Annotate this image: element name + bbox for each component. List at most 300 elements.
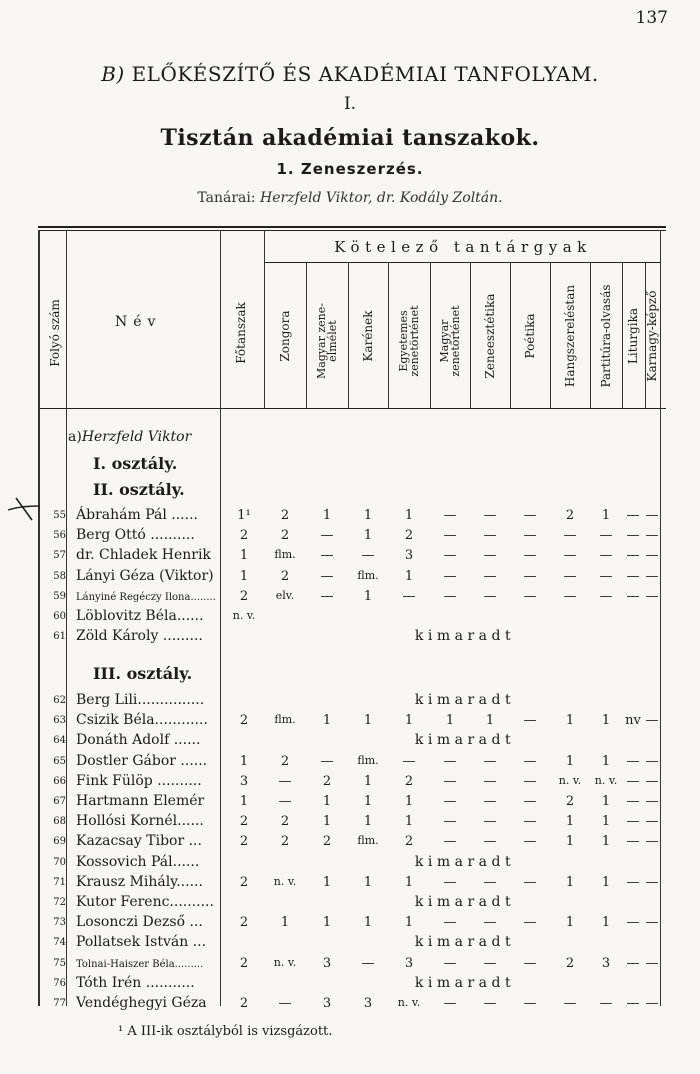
subject-grade: 1: [363, 814, 373, 830]
subject-grade: —: [483, 508, 497, 523]
subject-grade: —: [443, 508, 457, 523]
subject-grade: 1: [565, 834, 575, 850]
main-subject-grade: 3: [239, 773, 249, 789]
row-number: 67: [53, 796, 66, 807]
subject-grade: —: [645, 753, 659, 769]
column-line: [430, 262, 431, 408]
row-number: 59: [53, 590, 66, 602]
subject-grade: —: [523, 874, 537, 890]
group-teacher-name: Herzfeld Viktor: [81, 429, 192, 445]
subject-grade: 1: [601, 915, 611, 931]
student-name: Löblovitz Béla......: [76, 608, 204, 624]
subject-header: [398, 276, 420, 406]
student-name: Csizik Béla............: [76, 712, 208, 729]
subject-grade: —: [523, 528, 537, 544]
subject-grade: —: [626, 568, 640, 584]
student-name: Hartmann Elemér: [76, 793, 205, 809]
student-name: Lányiné Regéczy Ilona........: [76, 591, 216, 603]
subject-grade: —: [523, 996, 537, 1011]
subject-grade: —: [523, 508, 537, 523]
subject-grade: —: [523, 915, 537, 931]
subject-grade: —: [645, 834, 659, 850]
subject-grade: elv.: [275, 588, 295, 602]
subject-grade: —: [645, 548, 659, 564]
subject-grade: —: [443, 955, 457, 971]
subject-grade: 2: [404, 834, 414, 850]
subject-grade: —: [443, 588, 457, 604]
teachers-names: Herzfeld Viktor, dr. Kodály Zoltán.: [260, 190, 503, 206]
subject-grade: —: [626, 548, 640, 564]
subject-grade: —: [483, 568, 497, 584]
subject-grade: —: [443, 548, 457, 564]
row-number: 68: [53, 816, 66, 828]
subject-grade: —: [483, 874, 497, 890]
subject-grade: —: [443, 568, 457, 584]
subject-header: [646, 271, 658, 401]
subject-header: [627, 271, 639, 401]
subject-header-line: elmélet: [326, 320, 339, 362]
row-number: 56: [53, 530, 66, 542]
main-subject-grade: 2: [239, 834, 249, 850]
table-row: [0, 811, 700, 831]
section-title-text: ELŐKÉSZÍTŐ ÉS AKADÉMIAI TANFOLYAM.: [131, 62, 599, 86]
subject-grade: —: [443, 834, 457, 850]
subject-grade: —: [626, 814, 640, 830]
subject-grade: —: [483, 528, 497, 544]
subject-grade: 2: [404, 773, 414, 789]
subject-grade: 1: [601, 794, 611, 809]
subject-grade: —: [320, 588, 334, 604]
main-subject-grade: 1¹: [237, 508, 251, 523]
subject-header-line: Hangszereléstan: [563, 284, 577, 388]
main-subject-grade: 1: [239, 568, 249, 584]
subject-grade: 2: [565, 508, 575, 523]
subject-grade: —: [645, 874, 659, 890]
subject-grade: —: [645, 814, 659, 830]
subject-grade: —: [599, 996, 613, 1011]
column-line: [590, 262, 591, 408]
subject-header-line: zenetörténet: [449, 305, 462, 377]
subject-grade: —: [278, 773, 292, 789]
subject-grade: 3: [322, 996, 332, 1011]
page-number: 137: [635, 8, 668, 28]
subject-grade: —: [483, 996, 497, 1011]
row-number: 60: [53, 611, 66, 622]
row-number: 63: [53, 715, 66, 727]
table-row: [0, 626, 700, 646]
subject-header-line: zenetörténet: [408, 305, 421, 377]
student-name: Ábrahám Pál ......: [76, 507, 198, 523]
subject-grade: n. v.: [558, 773, 582, 787]
dropped-out-note: kimaradt: [414, 853, 516, 870]
subject-grade: 3: [404, 548, 414, 564]
student-name: Zöld Károly .........: [76, 628, 203, 645]
subject-grade: —: [626, 508, 640, 523]
subject-grade: 1: [363, 528, 373, 544]
subject-grade: —: [443, 794, 457, 809]
subject-grade: 1: [404, 814, 414, 830]
subject-grade: —: [626, 528, 640, 544]
subject-grade: 1: [363, 915, 373, 931]
subject-grade: —: [523, 713, 537, 729]
subject-grade: —: [278, 794, 292, 809]
subject-grade: —: [443, 773, 457, 789]
subject-grade: flm.: [274, 713, 296, 727]
table-top-rule-thin: [38, 230, 666, 231]
student-name: Berg Lili...............: [76, 692, 205, 708]
table-row: [0, 606, 700, 626]
mandatory-header-rule: [264, 262, 660, 263]
subject-header-line: Zongora: [278, 310, 292, 362]
subject-grade: —: [645, 713, 659, 729]
subject-grade: 1: [601, 814, 611, 830]
col-serial-header: Folyó szám: [48, 299, 62, 367]
subject-grade: 1: [363, 508, 373, 523]
subject-grade: —: [645, 528, 659, 544]
subject-grade: flm.: [357, 834, 379, 848]
subject-grade: —: [483, 915, 497, 931]
col-main-subject-header: Főtanszak: [234, 302, 248, 364]
row-number: 77: [53, 998, 66, 1009]
table-row: [0, 545, 700, 565]
subject-grade: flm.: [274, 548, 296, 562]
table-row: [0, 566, 700, 586]
subject-grade: —: [443, 915, 457, 931]
subject-header-line: Liturgika: [626, 307, 640, 365]
subject-grade: —: [626, 588, 640, 604]
subject-grade: flm.: [357, 753, 379, 767]
teachers-line: [0, 190, 700, 206]
subject-grade: 1: [565, 814, 575, 830]
subject-grade: —: [483, 588, 497, 604]
dropped-out-note: kimaradt: [414, 974, 516, 991]
student-name: Dostler Gábor ......: [76, 752, 208, 769]
subject-grade: —: [523, 588, 537, 604]
student-name: Kazacsay Tibor ...: [76, 833, 202, 850]
student-name: Kutor Ferenc..........: [76, 894, 214, 910]
subject-grade: 1: [363, 794, 373, 809]
row-number: 69: [53, 836, 66, 848]
student-name: Kossovich Pál......: [76, 853, 200, 870]
subject-grade: —: [523, 753, 537, 769]
subject-grade: 1: [601, 753, 611, 769]
subject-grade: —: [402, 753, 416, 769]
subject-grade: —: [320, 548, 334, 564]
subject-grade: —: [523, 548, 537, 564]
student-name: Losonczi Dezső ...: [76, 914, 203, 931]
main-subject-grade: 2: [239, 955, 249, 971]
subject-grade: —: [563, 548, 577, 564]
subject-grade: —: [645, 955, 659, 971]
subject-grade: 1: [565, 753, 575, 769]
subject-grade: 1: [404, 874, 414, 890]
subject-grade: —: [361, 548, 375, 564]
subject-grade: —: [626, 773, 640, 789]
main-subject-grade: 2: [239, 713, 249, 729]
subject-grade: 1: [322, 915, 332, 931]
subject-grade: 2: [322, 773, 332, 789]
row-number: 72: [53, 897, 66, 908]
dropped-out-note: kimaradt: [414, 894, 516, 910]
student-name: Pollatsek István ...: [76, 934, 207, 951]
subject-grade: —: [523, 794, 537, 809]
table-row: [0, 831, 700, 851]
class-3-label: III. osztály.: [93, 664, 193, 683]
table-row: [0, 872, 700, 892]
subject-grade: —: [645, 588, 659, 604]
subject-grade: —: [443, 814, 457, 830]
row-number: 70: [53, 856, 66, 868]
subject-grade: 1: [280, 915, 290, 931]
table-row: [0, 912, 700, 932]
section-numeral: I.: [343, 94, 357, 114]
student-name: Tolnai-Haiszer Béla.........: [76, 958, 204, 970]
table-header-bottom-rule: [38, 408, 666, 409]
subject-grade: —: [443, 753, 457, 769]
subject-grade: n. v.: [594, 773, 618, 787]
table-row: [0, 953, 700, 973]
subject-grade: 1: [322, 508, 332, 523]
row-number: 65: [53, 755, 66, 767]
subject-grade: n. v.: [397, 996, 421, 1009]
subject-header-line: Egyetemes: [397, 310, 410, 372]
subject-grade: —: [523, 834, 537, 850]
subject-grade: —: [626, 915, 640, 931]
table-row: [0, 586, 700, 606]
class-1-label: I. osztály.: [93, 454, 178, 473]
table-row: [0, 852, 700, 872]
subject-header-line: Karének: [361, 310, 375, 362]
subject-grade: 2: [280, 528, 290, 544]
column-line: [470, 262, 471, 408]
section-letter: B): [101, 62, 125, 86]
subject-grade: —: [320, 568, 334, 584]
subject-grade: 2: [404, 528, 414, 544]
table-row: [0, 932, 700, 952]
subject-grade: —: [645, 568, 659, 584]
row-number: 76: [53, 977, 66, 989]
main-subject-grade: n. v.: [232, 609, 256, 622]
row-number: 55: [53, 510, 66, 521]
mandatory-subjects-header: Kötelező tantárgyak: [334, 238, 592, 256]
subject-grade: 1: [404, 713, 414, 729]
subject-grade: —: [278, 996, 292, 1011]
subject-grade: —: [645, 996, 659, 1011]
main-subject-grade: 2: [239, 528, 249, 544]
subject-grade: —: [443, 528, 457, 544]
subject-grade: —: [483, 753, 497, 769]
main-subject-grade: 2: [239, 588, 249, 604]
row-number: 73: [53, 917, 66, 929]
footnote: ¹ A III-ik osztályból is vizsgázott.: [118, 1024, 333, 1039]
subject-grade: —: [483, 834, 497, 850]
table-row: [0, 973, 700, 993]
teachers-label: Tanárai:: [197, 190, 256, 206]
subject-grade: —: [626, 996, 640, 1011]
table-row: [0, 690, 700, 710]
subject-grade: —: [320, 528, 334, 544]
subject-grade: —: [483, 548, 497, 564]
column-line: [550, 262, 551, 408]
column-line: [348, 262, 349, 408]
table-row: [0, 791, 700, 811]
column-line: [264, 230, 265, 408]
subject-grade: 3: [601, 955, 611, 971]
subject-header-line: Partitúra-olvasás: [599, 284, 613, 388]
subject-grade: 1: [565, 915, 575, 931]
main-heading: Tisztán akadémiai tanszakok.: [160, 125, 540, 151]
row-number: 71: [53, 876, 66, 888]
dropped-out-note: kimaradt: [414, 692, 516, 708]
subject-grade: —: [645, 794, 659, 809]
subject-header: [316, 276, 338, 406]
subject-grade: 1: [363, 874, 373, 890]
subject-grade: 1: [485, 713, 495, 729]
student-name: Vendéghegyi Géza: [76, 995, 207, 1011]
main-subject-grade: 2: [239, 874, 249, 890]
subject-grade: 1: [322, 713, 332, 729]
subject-grade: —: [483, 794, 497, 809]
row-number: 66: [53, 775, 66, 787]
subject-header-line: Poétika: [523, 313, 537, 359]
table-row: [0, 892, 700, 912]
subject-grade: —: [563, 528, 577, 544]
main-subject-grade: 1: [239, 548, 249, 564]
subject-grade: —: [626, 794, 640, 809]
subject-header: [484, 271, 496, 401]
subject-header-line: Magyar: [438, 319, 451, 363]
subject-grade: —: [483, 773, 497, 789]
subject-grade: —: [523, 568, 537, 584]
subject-grade: 2: [280, 834, 290, 850]
subject-grade: 2: [280, 753, 290, 769]
subject-grade: 1: [363, 713, 373, 729]
table-row: [0, 771, 700, 791]
subject-grade: —: [402, 588, 416, 604]
subject-grade: 1: [322, 814, 332, 830]
student-name: Berg Ottó ..........: [76, 527, 195, 544]
subject-grade: —: [599, 528, 613, 544]
subject-header: [362, 271, 374, 401]
subject-grade: 2: [322, 834, 332, 850]
table-top-rule: [38, 226, 666, 228]
subject-grade: —: [361, 955, 375, 971]
subject-header: [564, 271, 576, 401]
subject-grade: 1: [322, 794, 332, 809]
subject-grade: —: [626, 834, 640, 850]
main-subject-grade: 2: [239, 915, 249, 931]
subject-grade: —: [563, 588, 577, 604]
subject-grade: —: [443, 996, 457, 1011]
subject-header-line: Karnagy-képző: [645, 290, 659, 382]
subject-grade: 2: [565, 794, 575, 809]
subject-grade: —: [626, 874, 640, 890]
column-line: [510, 262, 511, 408]
subject-grade: —: [599, 588, 613, 604]
subject-grade: —: [483, 955, 497, 971]
subject-header-line: Zeneesztétika: [483, 293, 497, 379]
dropped-out-note: kimaradt: [414, 732, 516, 749]
subject-grade: —: [320, 753, 334, 769]
column-line: [622, 262, 623, 408]
subject-grade: 1: [601, 874, 611, 890]
group-letter: a): [68, 429, 82, 445]
subject-grade: 1: [601, 834, 611, 850]
subject-grade: —: [563, 996, 577, 1011]
table-row: [0, 751, 700, 771]
main-subject-grade: 2: [239, 814, 249, 830]
subject-grade: —: [645, 508, 659, 523]
subject-header-line: Magyar zene-: [315, 303, 328, 380]
subject-grade: —: [523, 814, 537, 830]
subject-grade: 1: [601, 508, 611, 523]
subject-grade: flm.: [357, 568, 379, 582]
subject-grade: —: [563, 568, 577, 584]
subject-grade: 3: [322, 955, 332, 971]
subject-grade: 3: [363, 996, 373, 1011]
subject-grade: —: [645, 915, 659, 931]
main-subject-grade: 1: [239, 753, 249, 769]
class-2-label: II. osztály.: [93, 480, 185, 499]
subject-grade: 1: [404, 794, 414, 809]
table-row: [0, 505, 700, 525]
subject-grade: n. v.: [273, 874, 297, 888]
subject-header: [279, 271, 291, 401]
dropped-out-note: kimaradt: [414, 628, 516, 645]
row-number: 58: [53, 570, 66, 582]
subject-grade: 1: [565, 874, 575, 890]
row-number: 75: [53, 957, 66, 969]
subject-grade: —: [645, 773, 659, 789]
subject-grade: 2: [280, 508, 290, 523]
student-name: dr. Chladek Henrik: [76, 547, 211, 564]
subject-grade: —: [599, 548, 613, 564]
table-row: [0, 525, 700, 545]
subject-grade: —: [523, 773, 537, 789]
student-name: Lányi Géza (Viktor): [76, 567, 214, 584]
row-number: 74: [53, 937, 66, 949]
subject-grade: n. v.: [273, 955, 297, 969]
subject-grade: —: [523, 955, 537, 971]
subject-grade: 1: [363, 588, 373, 604]
row-number: 64: [53, 735, 66, 747]
column-line: [388, 262, 389, 408]
table-row: [0, 730, 700, 750]
subject-grade: nv: [625, 713, 641, 729]
subject-grade: —: [483, 814, 497, 830]
teacher-group-label: [68, 429, 191, 445]
section-title: [0, 62, 700, 86]
dropped-out-note: kimaradt: [414, 934, 516, 951]
student-name: Fink Fülöp ..........: [76, 772, 202, 789]
table-row: [0, 710, 700, 730]
subject-grade: 1: [601, 713, 611, 729]
sub-heading: 1. Zeneszerzés.: [276, 160, 424, 178]
subject-grade: 1: [404, 915, 414, 931]
subject-grade: 2: [280, 568, 290, 584]
subject-header: [524, 271, 536, 401]
subject-grade: 1: [565, 713, 575, 729]
subject-grade: 1: [404, 508, 414, 523]
student-name: Krausz Mihály......: [76, 873, 203, 890]
subject-grade: —: [626, 753, 640, 769]
subject-grade: 2: [565, 955, 575, 971]
subject-grade: 3: [404, 955, 414, 971]
row-number: 61: [53, 631, 66, 643]
subject-grade: 1: [445, 713, 455, 729]
student-name: Hollósi Kornél......: [76, 813, 204, 830]
subject-header: [600, 271, 612, 401]
